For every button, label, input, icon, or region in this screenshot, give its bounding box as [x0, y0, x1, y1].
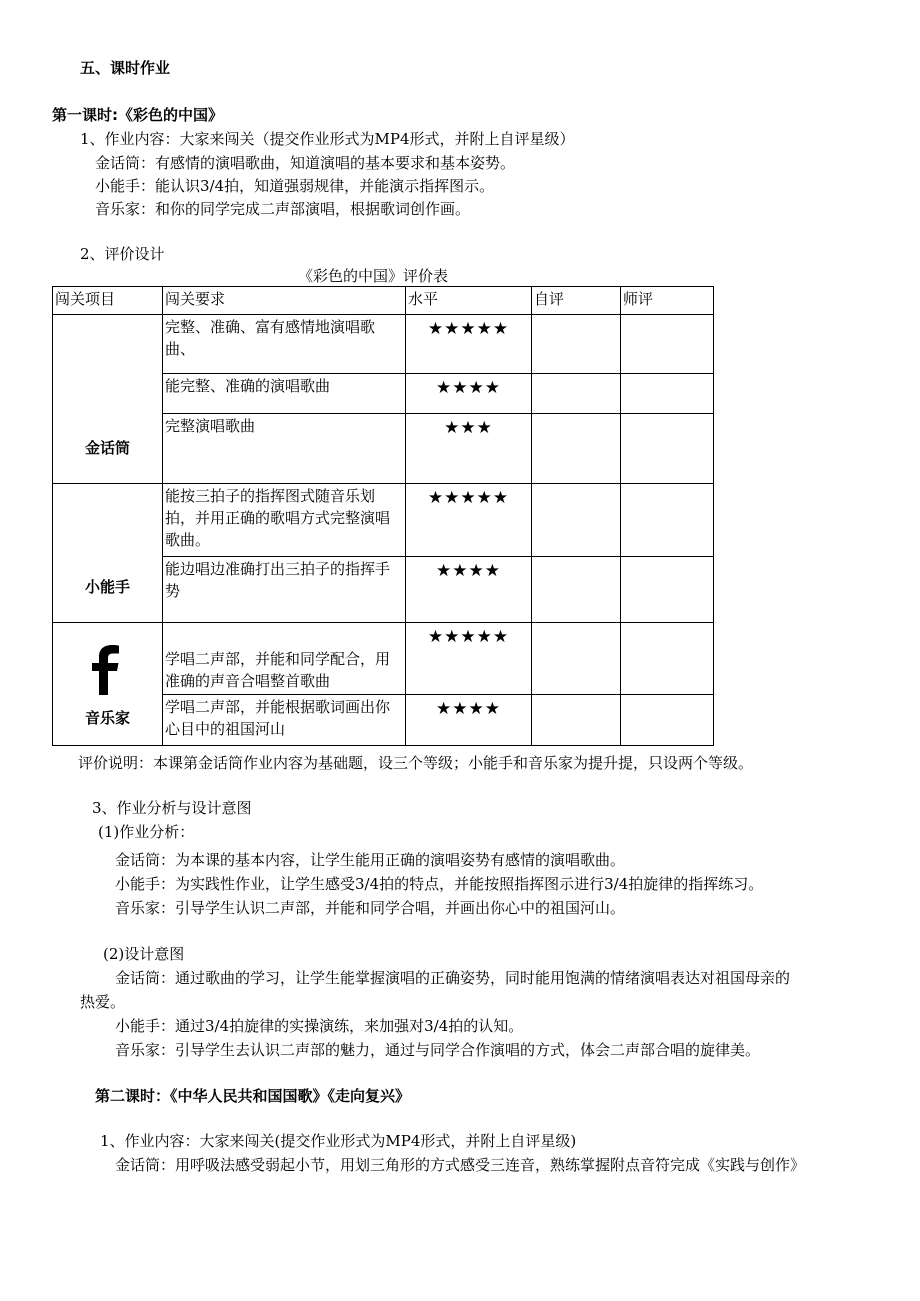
analysis-xiaonengshou: 小能手：为实践性作业，让学生感受3/4拍的特点，并能按照指挥图示进行3/4拍旋律的指挥练习。	[115, 875, 764, 893]
teacher-eval-cell	[621, 414, 714, 484]
intent-yinyuejia: 音乐家：引导学生去认识二声部的魅力，通过与同学合作演唱的方式，体会二声部合唱的旋律美。	[115, 1041, 761, 1059]
self-eval-cell	[532, 414, 621, 484]
table-row	[53, 484, 714, 557]
self-eval-cell	[532, 695, 621, 746]
lesson2-hw-content: 1、作业内容：大家来闯关(提交作业形式为MP4形式，并附上自评星级)	[100, 1132, 577, 1150]
facebook-f-icon	[89, 645, 125, 695]
level-stars: ★★★	[406, 414, 532, 484]
teacher-eval-cell	[621, 374, 714, 414]
level-stars: ★★★★★	[406, 315, 532, 374]
requirement-cell: 能边唱边准确打出三拍子的指挥手势	[163, 557, 406, 623]
analysis-heading: 3、作业分析与设计意图	[92, 799, 252, 817]
requirement-cell: 完整、准确、富有感情地演唱歌曲、	[163, 315, 406, 374]
table-header-row	[53, 287, 714, 315]
analysis-yinyuejia: 音乐家：引导学生认识二声部，并能和同学合唱，并画出你心中的祖国河山。	[115, 899, 626, 917]
header-cell: 师评	[621, 287, 714, 315]
analysis-jinhuatong: 金话筒：为本课的基本内容，让学生能用正确的演唱姿势有感情的演唱歌曲。	[115, 851, 626, 869]
header-cell: 水平	[406, 287, 532, 315]
self-eval-cell	[532, 623, 621, 695]
level-stars: ★★★★★	[406, 484, 532, 557]
evaluation-table	[52, 286, 714, 746]
lesson1-title: 第一课时:《彩色的中国》	[52, 106, 223, 124]
teacher-eval-cell	[621, 695, 714, 746]
eval-note: 评价说明：本课第金话筒作业内容为基础题，设三个等级；小能手和音乐家为提升提，只设两个等级。	[78, 754, 754, 772]
requirement-cell: 学唱二声部，并能根据歌词画出你心目中的祖国河山	[163, 695, 406, 746]
lesson1-yinyuejia: 音乐家：和你的同学完成二声部演唱，根据歌词创作画。	[95, 200, 471, 218]
lesson2-jinhuatong: 金话筒：用呼吸法感受弱起小节，用划三角形的方式感受三连音，熟练掌握附点音符完成《实践与创作》	[115, 1156, 806, 1174]
requirement-cell: 能完整、准确的演唱歌曲	[163, 374, 406, 414]
table-title: 《彩色的中国》评价表	[298, 267, 449, 285]
level-stars: ★★★★★	[406, 623, 532, 695]
table-row	[53, 623, 714, 695]
teacher-eval-cell	[621, 315, 714, 374]
intent-jinhuatong: 金话筒：通过歌曲的学习，让学生能掌握演唱的正确姿势，同时能用饱满的情绪演唱表达对祖国母亲的	[115, 969, 791, 987]
teacher-eval-cell	[621, 623, 714, 695]
item-label: 小能手	[84, 578, 130, 596]
self-eval-cell	[532, 315, 621, 374]
self-eval-cell	[532, 374, 621, 414]
analysis-subheading: (1)作业分析：	[98, 823, 195, 841]
item-label: 音乐家	[84, 709, 130, 727]
teacher-eval-cell	[621, 484, 714, 557]
requirement-cell: 完整演唱歌曲	[163, 414, 406, 484]
eval-design-heading: 2、评价设计	[80, 245, 165, 263]
item-cell	[53, 623, 163, 746]
item-cell	[53, 315, 163, 484]
header-cell: 闯关项目	[53, 287, 163, 315]
header-cell: 自评	[532, 287, 621, 315]
section-title: 五、课时作业	[80, 59, 171, 77]
lesson1-xiaonengshou: 小能手：能认识3/4拍，知道强弱规律，并能演示指挥图示。	[95, 177, 495, 195]
intent-subheading: (2)设计意图	[103, 945, 185, 963]
requirement-cell: 学唱二声部，并能和同学配合，用准确的声音合唱整首歌曲	[163, 623, 406, 695]
lesson1-jinhuatong: 金话筒：有感情的演唱歌曲，知道演唱的基本要求和基本姿势。	[95, 154, 516, 172]
item-label: 金话筒	[84, 439, 130, 457]
intent-xiaonengshou: 小能手：通过3/4拍旋律的实操演练，来加强对3/4拍的认知。	[115, 1017, 524, 1035]
table-row	[53, 315, 714, 374]
self-eval-cell	[532, 484, 621, 557]
item-cell	[53, 484, 163, 623]
level-stars: ★★★★	[406, 374, 532, 414]
self-eval-cell	[532, 557, 621, 623]
lesson2-title: 第二课时：《中华人民共和国国歌》《走向复兴》	[95, 1087, 411, 1105]
intent-jinhuatong-cont: 热爱。	[80, 993, 126, 1011]
level-stars: ★★★★	[406, 557, 532, 623]
requirement-cell: 能按三拍子的指挥图式随音乐划拍，并用正确的歌唱方式完整演唱歌曲。	[163, 484, 406, 557]
level-stars: ★★★★	[406, 695, 532, 746]
header-cell: 闯关要求	[163, 287, 406, 315]
teacher-eval-cell	[621, 557, 714, 623]
lesson1-hw-content: 1、作业内容：大家来闯关（提交作业形式为MP4形式，并附上自评星级）	[80, 130, 575, 148]
